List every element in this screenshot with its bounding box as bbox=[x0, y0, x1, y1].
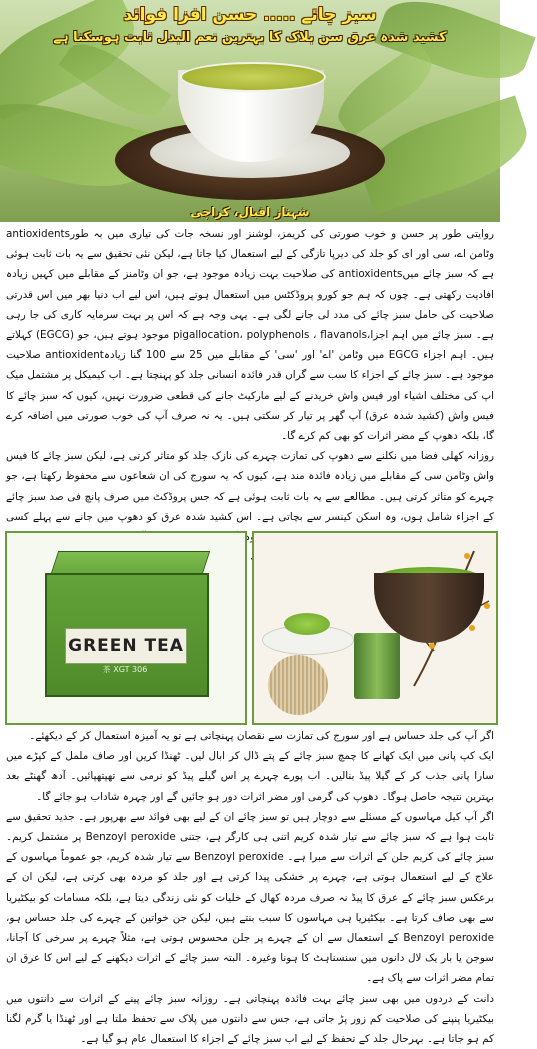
green-tea-liquid bbox=[180, 62, 326, 92]
matcha-powder bbox=[284, 613, 330, 635]
flower bbox=[464, 553, 470, 559]
tea-tin bbox=[354, 633, 400, 699]
paragraph: ایک کپ پانی میں ایک کھانے کا چمچ سبز چائے کے پتے ڈال کر ابال لیں۔ ٹھنڈا کریں اور صاف ململ کے کپڑے میں سارا پانی جذب کر کے گیلا پیڈ بنالیں۔ اب پورے چہرے پر اس گیلے پیڈ کو نرمی سے تھپتھپائیں۔ آدھ گھنٹے بعد بہترین نتیجہ حاصل ہوگا۔ دھوپ کی گرمی اور مضر اثرات دور ہو جائیں گے اور چہرہ شاداب ہو جائے گا۔ bbox=[6, 750, 494, 803]
paragraph: دانت کے دردوں میں بھی سبز چائے بہت فائدہ پہنچاتی ہے۔ روزانہ سبز چائے پینے کے اثرات سے دانتوں میں بیکٹیریا پنپنے کی صلاحیت کم زور پڑ جاتی ہے، جس سے دانتوں میں پلاک سے تحفظ ملتا ہے اور ٹھنڈا یا گرم لگنا کم ہو جاتا ہے۔ بہرحال جلد کے تحفظ کے لیے اب سبز چائے کے اجزاء کا استعمال عام ہو گیا ہے۔ bbox=[6, 992, 494, 1046]
paragraph: روزانہ کھلی فضا میں نکلنے سے دھوپ کی تمازت چہرے کی نازک جلد کو متاثر کرتی ہے، لیکن سبز چائے کا فیس واش وٹامن سی کے مقابلے میں زیادہ فائدہ مند ہے، کیوں کہ یہ سورج کی ان شعاعوں سے محفوظ رکھتا ہے، جو چہرے کو متاثر کرتی ہیں۔ مطالعے سے یہ بات ثابت ہوئی ہے کہ جس پروڈکٹ میں صرف پانچ فی صد سبز چائے کے اجزاء شامل ہوں، وہ اسکن کینسر سے بچاتی ہے۔ اس کشید شدہ عرق کو دھوپ میں جانے سے پہلے کسی bbox=[6, 450, 494, 523]
flower bbox=[469, 625, 475, 631]
paragraph: اگر آپ کیل مہاسوں کے مسئلے سے دوچار ہیں تو سبز چائے ان کے لیے بھی فوائد سے بھرپور ہے۔ جدید تحقیق سے ثابت ہوا ہے کہ سبز چائے سے تیار شدہ کریم اتنی ہی کارگر ہے، جتنی Benzoyl peroxide پر مشتمل کریم۔ سبز چائے کی کریم جلن کے اثرات سے مبرا ہے۔ Benzoyl peroxide سے تیار شدہ کریم، جو عموماً مہاسوں کے علاج کے لیے استعمال ہوتی ہے، چہرے پر خشکی پیدا کرتی ہے اور جلد کو مردہ بھی کرتی ہے، لیکن ان کے برعکس سبز چائے کے عرق کا پیڈ نہ صرف مردہ کھال کے خلیات کو نئی زندگی دیتا ہے، بلکہ مسامات کو بیکٹیریا سے بھی صاف کرتا ہے۔ بیکٹیریا ہی مہاسوں کا سبب بنتے ہیں، لیکن جن خواتین کے چہرے کی جلد حساس ہو، Benzoyl peroxide کے استعمال سے ان کے چہرے پر جلن محسوس ہوتی ہے، مثلاً چہرے پر سرخی کا آجانا، سوجن یا بار یک لال دانوں میں سنسناہٹ کا ہونا وغیرہ۔ البتہ سبز چائے کے اثرات دیکھنے کے لیے اس کا عرق ان تمام مضر اثرات سے پاک ہے۔ bbox=[6, 810, 495, 985]
article-body-top bbox=[6, 224, 494, 526]
author-byline: شہناز اقبال، کراچی bbox=[190, 205, 310, 219]
article-body-bottom bbox=[6, 726, 495, 1046]
article-title: سبز چائے ..... حسن افزا فوائد bbox=[123, 5, 377, 25]
paragraph: اگر آپ کی جلد حساس ہے اور سورج کی تمازت سے نقصان پہنچاتی ہے تو یہ آمیزہ استعمال کر کے دیکھئے۔ bbox=[29, 730, 494, 742]
article-subtitle: کشید شدہ عرق سن بلاک کا بہترین نعم البدل ثابت ہوسکتا ہے bbox=[53, 30, 447, 45]
bamboo-whisk bbox=[268, 655, 328, 715]
green-tea-box-image bbox=[5, 531, 247, 725]
matcha-set-image bbox=[252, 531, 498, 725]
paragraph: روایتی طور پر حسن و خوب صورتی کی کریمز، لوشنز اور نسخہ جات کی تیاری میں بہ طورantioxidents وٹامن اے، سی اور ای کو جلد کی دیرپا تازگی کے لیے استعمال کیا جاتا ہے، لیکن نئی تحقیق سے یہ بات ثابت ہوئی ہے کہ سبز چائے میںantioxidents کی صلاحیت بہت زیادہ موجود ہے، جو ان وٹامنز کے مقابلے میں کہیں زیادہ افادیت رکھتی ہے۔ چوں کہ ہم جو کورو پروڈکٹس میں استعمال ہوتے ہیں، اس لیے اب دنیا بھر میں اس قدرتی صلاحیت کی حامل سبز چائے کی مدد لی جانے لگی ہے۔ یہی وجہ ہے کہ اس پر بہت سرمایہ کاری کی جا رہی ہے۔ سبز چائے میں اہم اجزا،pigallocation، polyphenols ، flavanols موجود ہوتے ہیں، جو (EGCG) کہلاتے ہیں۔ اہم اجزاء EGCG میں وٹامن 'اے' اور 'سی' کے مقابلے میں 25 سے 100 گنا زیادہantioxident صلاحیت موجود ہے۔ سبز چائے کے اجزاء کا سب سے گراں قدر فائدہ انسانی جلد کو پہنچتا ہے۔ اب کیمیکل پر مشتمل میک اپ کی مختلف اشیاء اور فیس واش خریدنے کے لیے مارکیٹ جانے کی قطعی ضرورت نہیں، کیوں کہ سبز چائے کا فیس واش (کشید شدہ عرق) آپ گھر پر تیار کر سکتی ہیں۔ یہ نہ صرف آپ کی خوب صورتی میں اضافہ کرے گا، بلکہ دھوپ کے مضر اثرات کو بھی کم کرے گا۔ bbox=[6, 228, 495, 443]
flower bbox=[429, 643, 435, 649]
hero-image bbox=[0, 0, 500, 222]
box-small-print: 茶 XGT 306 bbox=[102, 665, 148, 674]
leaf-decoration bbox=[328, 42, 441, 138]
box-label: GREEN TEA bbox=[65, 628, 187, 664]
flower bbox=[484, 603, 490, 609]
